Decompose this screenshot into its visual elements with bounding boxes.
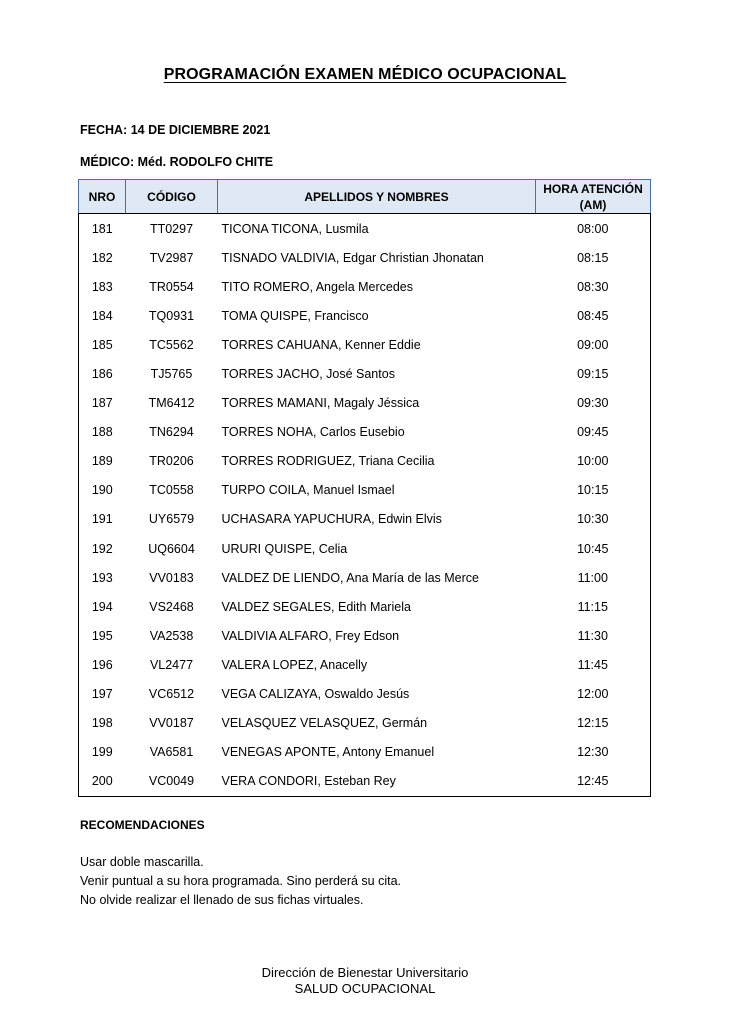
cell-hora: 11:15 [577, 599, 608, 614]
cell-nombre: TORRES NOHA, Carlos Eusebio [221, 425, 405, 440]
footer-line1: Dirección de Bienestar Universitario [261, 965, 469, 980]
recommendations-heading: RECOMENDACIONES [80, 818, 205, 832]
footer [0, 965, 730, 997]
cell-nro: 192 [91, 541, 113, 556]
cell-codigo: VC0049 [148, 774, 195, 789]
cell-codigo: TC5562 [149, 337, 194, 352]
cell-hora: 09:00 [577, 337, 609, 352]
table-row [79, 447, 651, 476]
cell-nro: 189 [91, 454, 113, 469]
cell-nombre: UCHASARA YAPUCHURA, Edwin Elvis [221, 512, 442, 527]
cell-hora: 08:15 [577, 250, 609, 265]
table-row [79, 214, 651, 244]
header-hora [536, 180, 651, 214]
cell-hora: 09:45 [577, 425, 609, 440]
cell-nro: 188 [91, 425, 113, 440]
cell-nro: 197 [91, 687, 113, 702]
cell-nombre: VENEGAS APONTE, Antony Emanuel [221, 745, 435, 760]
cell-nombre: VEGA CALIZAYA, Oswaldo Jesús [221, 687, 410, 702]
cell-codigo: UQ6604 [148, 541, 195, 556]
header-nombres: APELLIDOS Y NOMBRES [218, 180, 536, 214]
cell-hora: 08:45 [577, 308, 609, 323]
cell-hora: 12:00 [577, 687, 609, 702]
page-title [0, 66, 730, 84]
header-hora-line1: HORA ATENCIÓN [543, 181, 643, 196]
cell-nro: 182 [91, 250, 113, 265]
cell-codigo: TR0554 [149, 279, 194, 294]
cell-nombre: VALDEZ SEGALES, Edith Mariela [221, 599, 411, 614]
cell-nro: 191 [91, 512, 113, 527]
recommendation-item: No olvide realizar el llenado de sus fichas virtuales. [80, 893, 364, 907]
cell-nro: 187 [91, 396, 113, 411]
cell-hora: 12:45 [577, 774, 609, 789]
cell-codigo: VA6581 [149, 745, 194, 760]
cell-nombre: TISNADO VALDIVIA, Edgar Christian Jhonatan [221, 250, 484, 265]
cell-codigo: TT0297 [149, 221, 194, 236]
cell-nro: 196 [91, 657, 113, 672]
recommendations-list [80, 853, 401, 910]
cell-hora: 11:00 [577, 570, 608, 585]
cell-codigo: VV0187 [149, 716, 194, 731]
cell-hora: 11:30 [577, 628, 608, 643]
table-row [79, 418, 651, 447]
table-row [79, 680, 651, 709]
footer-line2: SALUD OCUPACIONAL [294, 981, 436, 996]
cell-codigo: TM6412 [148, 396, 195, 411]
cell-nro: 181 [91, 221, 113, 236]
cell-nombre: TORRES JACHO, José Santos [221, 367, 395, 382]
cell-nombre: TORRES MAMANI, Magaly Jéssica [221, 396, 420, 411]
table-row [79, 330, 651, 359]
recommendation-item: Usar doble mascarilla. [80, 855, 204, 869]
cell-nro: 193 [91, 570, 113, 585]
cell-hora: 08:30 [577, 279, 609, 294]
cell-nombre: TURPO COILA, Manuel Ismael [221, 483, 395, 498]
recommendation-item: Venir puntual a su hora programada. Sino perderá su cita. [80, 874, 402, 888]
cell-hora: 10:00 [577, 454, 609, 469]
table-row [79, 243, 651, 272]
table-row [79, 592, 651, 621]
cell-nombre: VALDEZ DE LIENDO, Ana María de las Merce [221, 570, 480, 585]
cell-nombre: URURI QUISPE, Celia [221, 541, 348, 556]
cell-codigo: TV2987 [149, 250, 194, 265]
cell-nombre: VERA CONDORI, Esteban Rey [221, 774, 396, 789]
cell-nro: 186 [91, 367, 113, 382]
table-row [79, 534, 651, 563]
cell-nro: 184 [91, 308, 113, 323]
cell-nro: 200 [91, 774, 113, 789]
table-row [79, 359, 651, 388]
cell-codigo: VV0183 [149, 570, 194, 585]
table-row [79, 389, 651, 418]
cell-hora: 09:30 [577, 396, 609, 411]
table-row [79, 563, 651, 592]
cell-nro: 183 [91, 279, 113, 294]
cell-hora: 12:30 [577, 745, 609, 760]
cell-nombre: TORRES CAHUANA, Kenner Eddie [221, 337, 421, 352]
cell-hora: 10:30 [577, 512, 609, 527]
cell-hora: 09:15 [577, 367, 609, 382]
table-row [79, 650, 651, 679]
cell-codigo: TC0558 [149, 483, 194, 498]
table-row [79, 505, 651, 534]
cell-nro: 185 [91, 337, 113, 352]
table-row [79, 767, 651, 797]
table-row [79, 709, 651, 738]
cell-nro: 198 [91, 716, 113, 731]
cell-codigo: VL2477 [149, 657, 194, 672]
cell-nombre: VELASQUEZ VELASQUEZ, Germán [221, 716, 428, 731]
header-nro: NRO [79, 180, 126, 214]
cell-nombre: TOMA QUISPE, Francisco [221, 308, 369, 323]
cell-hora: 10:15 [577, 483, 609, 498]
cell-nombre: TORRES RODRIGUEZ, Triana Cecilia [221, 454, 435, 469]
table-row [79, 621, 651, 650]
table-row [79, 738, 651, 767]
table-body [79, 214, 651, 797]
cell-codigo: TQ0931 [148, 308, 195, 323]
table-row [79, 476, 651, 505]
cell-nombre: TICONA TICONA, Lusmila [221, 221, 369, 236]
cell-codigo: UY6579 [148, 512, 195, 527]
header-hora-line2: (AM) [579, 197, 607, 212]
cell-hora: 08:00 [577, 221, 609, 236]
cell-nombre: VALERA LOPEZ, Anacelly [221, 657, 368, 672]
cell-codigo: VS2468 [149, 599, 194, 614]
exam-date: FECHA: 14 DE DICIEMBRE 2021 [80, 123, 271, 137]
header-codigo: CÓDIGO [126, 180, 218, 214]
cell-hora: 10:45 [577, 541, 609, 556]
cell-nro: 199 [91, 745, 113, 760]
table-row [79, 272, 651, 301]
cell-nro: 190 [91, 483, 113, 498]
cell-codigo: VA2538 [149, 628, 194, 643]
cell-nombre: VALDIVIA ALFARO, Frey Edson [221, 628, 400, 643]
cell-nombre: TITO ROMERO, Angela Mercedes [221, 279, 413, 294]
cell-hora: 11:45 [577, 657, 608, 672]
table-row [79, 301, 651, 330]
cell-nro: 195 [91, 628, 113, 643]
cell-codigo: VC6512 [148, 687, 195, 702]
cell-hora: 12:15 [577, 716, 609, 731]
cell-nro: 194 [91, 599, 113, 614]
cell-codigo: TN6294 [149, 425, 194, 440]
cell-codigo: TJ5765 [150, 367, 193, 382]
cell-codigo: TR0206 [149, 454, 194, 469]
table-header-row [79, 180, 651, 214]
page-title-text: PROGRAMACIÓN EXAMEN MÉDICO OCUPACIONAL [163, 66, 567, 83]
schedule-table [78, 179, 651, 797]
doctor-name: MÉDICO: Méd. RODOLFO CHITE [80, 155, 274, 169]
